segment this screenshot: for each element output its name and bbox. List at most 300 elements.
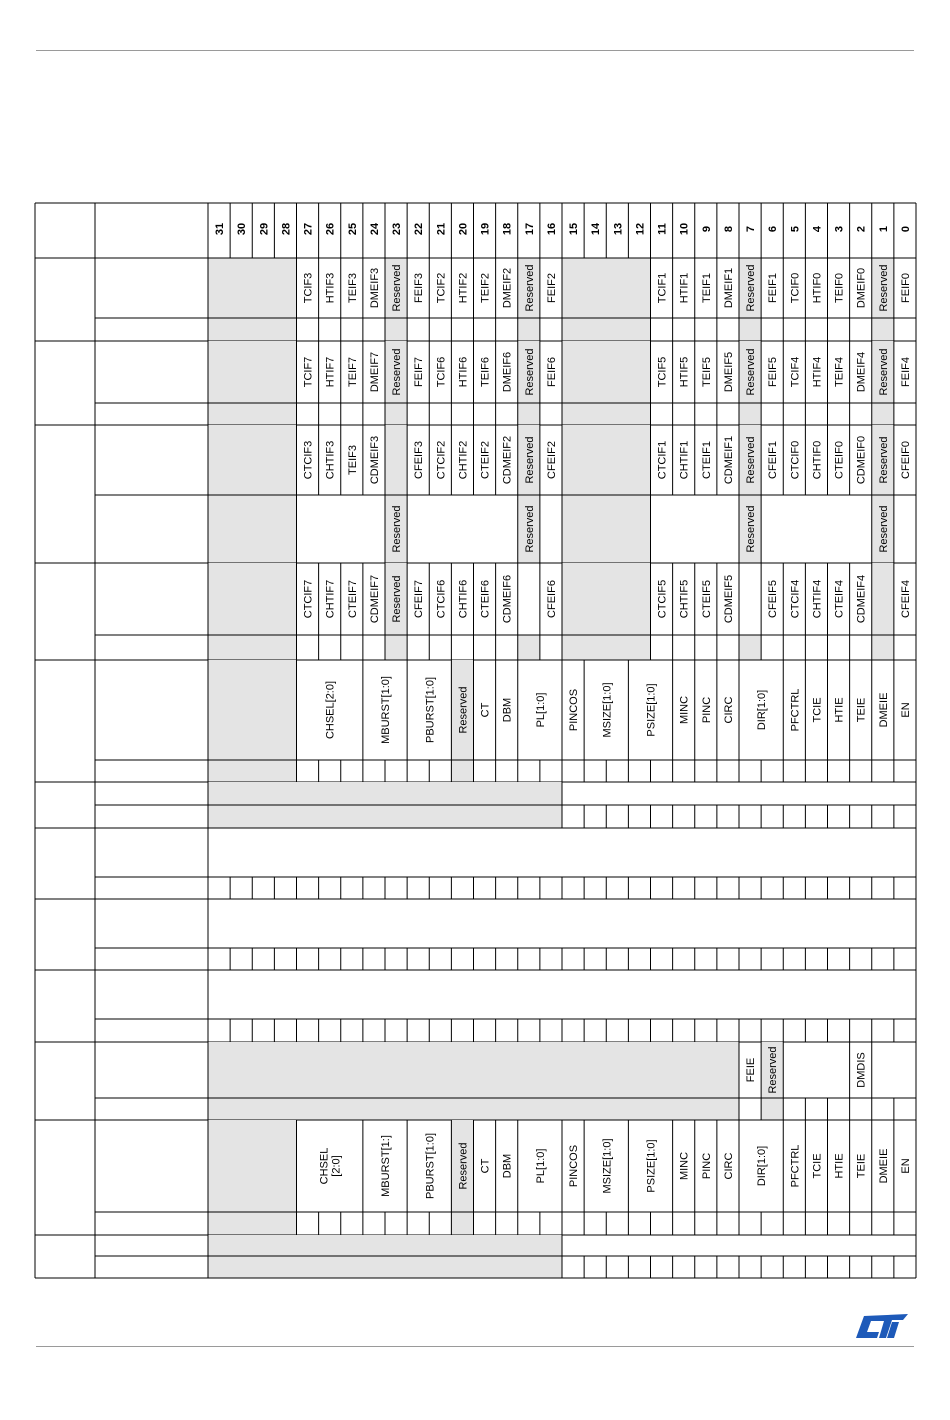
bit-field-line: TCIF3 <box>302 272 315 304</box>
bit-field <box>480 580 492 618</box>
reserved-field <box>872 563 894 635</box>
reserved-reset <box>518 635 540 660</box>
reserved-field <box>208 425 297 495</box>
bit-field <box>745 436 757 483</box>
bit-field-line: DIR[1:0] <box>756 689 769 731</box>
bit-field <box>347 357 359 387</box>
reserved-field <box>562 258 651 318</box>
reserved-field <box>562 425 651 495</box>
bit-field <box>424 1133 436 1199</box>
bit-field <box>679 441 691 480</box>
bit-field <box>856 436 868 484</box>
bit-number-label: 27 <box>302 222 315 236</box>
bit-number <box>878 226 890 232</box>
bit-field <box>535 693 547 728</box>
bit-field-line: CDMEIF1 <box>722 435 735 485</box>
bit-field-line: [2:0] <box>330 1155 343 1177</box>
bit-field <box>413 580 425 618</box>
bit-number-label: 8 <box>722 225 735 233</box>
bit-field <box>900 702 912 717</box>
bit-field <box>789 1145 801 1188</box>
bit-field <box>502 698 514 722</box>
bit-field <box>369 575 381 623</box>
bit-field-line: PINCOS <box>568 688 581 732</box>
bit-field-line: MBURST[1:0] <box>380 676 392 744</box>
reserved-reset <box>562 495 651 563</box>
bit-number <box>236 223 248 235</box>
bit-field <box>878 436 890 483</box>
bit-field-line: PFCTRL <box>789 688 802 732</box>
bit-field <box>524 436 536 483</box>
bit-field-line: FEIF6 <box>545 357 558 387</box>
reserved-reset <box>451 1212 473 1235</box>
bit-number <box>767 226 779 232</box>
bit-field <box>789 689 801 732</box>
bit-field <box>834 1153 846 1178</box>
bit-field <box>413 357 425 387</box>
reserved-field <box>208 1120 297 1212</box>
bit-field-line: CFEIF1 <box>767 441 780 479</box>
bit-field <box>856 268 868 308</box>
bit-field-line: PSIZE[1:0] <box>645 1139 658 1193</box>
bit-field <box>811 1153 823 1178</box>
bit-field-line: Reserved <box>457 1142 470 1190</box>
bit-field-line: DMEIF1 <box>722 267 735 309</box>
bit-field-line: TEIE <box>855 697 868 723</box>
reserved-reset <box>872 318 894 341</box>
bit-field <box>391 348 403 395</box>
bit-field-line: CTEIF7 <box>346 580 359 618</box>
bit-field-line: DMEIF3 <box>368 267 381 309</box>
bit-field-line: DMEIF4 <box>855 351 868 393</box>
bit-field-line: TEIF0 <box>833 273 846 303</box>
bit-field-line: Reserved <box>745 264 758 312</box>
bit-field <box>679 1152 691 1180</box>
bit-field <box>646 1139 658 1192</box>
bit-field-line: TCIF7 <box>302 356 315 388</box>
bit-field-line: Reserved <box>877 436 890 484</box>
bit-field <box>601 682 613 737</box>
bit-field <box>745 264 757 311</box>
bit-number <box>258 223 270 235</box>
bit-number-label: 21 <box>435 222 448 236</box>
bit-field-line: CHTIF6 <box>457 579 470 619</box>
bit-field <box>325 273 337 304</box>
bit-field-line: DMDIS <box>855 1052 868 1088</box>
bit-field-line: PBURST[1:0] <box>424 676 437 744</box>
bit-field-line: HTIE <box>833 697 846 723</box>
bit-field-line: CTCIF5 <box>656 579 669 619</box>
bit-field <box>480 1158 492 1173</box>
bit-field-line: CTEIF0 <box>833 441 846 479</box>
bit-field <box>303 357 315 388</box>
reserved-field <box>208 563 297 635</box>
bit-number <box>612 223 624 235</box>
bit-field <box>657 273 669 304</box>
bit-number-label: 14 <box>590 222 603 236</box>
reserved-field <box>208 782 562 805</box>
bit-field <box>723 575 735 623</box>
bit-field-line: TCIF1 <box>656 272 669 304</box>
reserved-reset <box>208 403 297 425</box>
reserved-reset <box>385 635 407 660</box>
bit-field-line: DBM <box>501 697 514 723</box>
bit-number <box>745 226 757 232</box>
bit-field <box>546 273 558 303</box>
reset-field <box>745 505 757 552</box>
bit-number-label: 19 <box>479 222 492 236</box>
bit-field <box>480 441 492 479</box>
reserved-reset <box>208 1256 562 1278</box>
bit-field <box>789 357 801 388</box>
bit-number <box>480 223 492 235</box>
bit-number <box>413 223 425 235</box>
bit-number-label: 26 <box>324 222 337 236</box>
bit-field-line: HTIF6 <box>457 356 470 388</box>
bit-field <box>369 436 381 484</box>
reset-field-line: Reserved <box>877 505 890 553</box>
bit-field-line: CTCIF1 <box>656 440 669 480</box>
bit-field-line: CDMEIF4 <box>855 574 868 624</box>
bit-field <box>424 677 436 743</box>
bit-number <box>391 223 403 235</box>
bit-field <box>568 689 580 731</box>
reserved-reset <box>518 318 540 341</box>
reserved-reset <box>208 805 562 828</box>
bit-field <box>457 580 469 619</box>
bit-field-line: CDMEIF3 <box>368 435 381 485</box>
bit-field-line: CTCIF4 <box>789 579 802 619</box>
bit-field <box>745 1058 757 1082</box>
bit-field-line: CTEIF4 <box>833 580 846 618</box>
bit-number <box>634 223 646 235</box>
bit-field-line: Reserved <box>391 348 404 396</box>
reserved-field <box>385 425 407 495</box>
bit-field <box>601 1138 613 1193</box>
reset-field-line: Reserved <box>745 505 758 553</box>
bit-field <box>834 441 846 479</box>
bit-field <box>435 441 447 480</box>
bit-field <box>457 357 469 388</box>
bit-field <box>900 580 912 618</box>
bit-field-line: CHTIF0 <box>811 440 824 480</box>
bit-field-line: HTIF0 <box>811 272 824 304</box>
bit-number <box>325 223 337 235</box>
bit-field <box>347 580 359 618</box>
reserved-reset <box>739 403 761 425</box>
bit-field-line: CFEIF6 <box>545 580 558 618</box>
bit-number <box>435 223 447 235</box>
bit-field-line: TCIF4 <box>789 356 802 388</box>
bit-field <box>457 273 469 304</box>
bit-field-line: MINC <box>678 695 691 725</box>
reserved-reset <box>739 318 761 341</box>
bit-number-label: 3 <box>833 225 846 233</box>
bit-field <box>756 690 768 730</box>
bit-field <box>856 352 868 392</box>
reserved-reset <box>208 318 297 341</box>
bit-field <box>325 580 337 619</box>
bit-field-line: DMEIF0 <box>855 267 868 309</box>
bit-field <box>480 357 492 387</box>
reserved-reset <box>208 635 297 660</box>
reserved-field <box>562 341 651 403</box>
bit-field-line: TEIF3 <box>346 445 359 475</box>
bit-field-line: CFEIF5 <box>767 580 780 618</box>
bit-field <box>834 273 846 303</box>
reserved-reset <box>208 1212 297 1235</box>
bit-field-line: Reserved <box>391 575 404 623</box>
bit-number <box>657 223 669 235</box>
bit-field-line: TCIE <box>811 1153 824 1179</box>
bit-field-line: CTEIF1 <box>700 441 713 479</box>
reserved-field <box>208 1042 739 1098</box>
bit-field-line: DIR[1:0] <box>756 1145 769 1187</box>
bit-field <box>811 441 823 480</box>
bit-field-line: TEIF7 <box>346 357 359 387</box>
bit-field-line: HTIF2 <box>457 272 470 304</box>
bit-field <box>435 580 447 619</box>
bit-field-line: Reserved <box>523 348 536 396</box>
bit-field-line: Reserved <box>523 264 536 312</box>
bit-field <box>789 273 801 304</box>
bit-field <box>325 681 337 739</box>
bit-field <box>391 575 403 622</box>
bit-field <box>380 1135 392 1197</box>
bit-field-line: Reserved <box>767 1046 780 1094</box>
bit-field <box>701 1153 713 1179</box>
bit-field-line: EN <box>899 1158 912 1174</box>
bit-field <box>303 273 315 304</box>
st-logo <box>852 1310 912 1342</box>
bit-field-line: Reserved <box>877 264 890 312</box>
bit-field <box>347 273 359 303</box>
bit-field-line: HTIE <box>833 1153 846 1179</box>
bit-field <box>413 441 425 479</box>
bit-number-label: 1 <box>877 225 890 233</box>
bit-number-label: 18 <box>501 222 514 236</box>
bit-field-line: PINCOS <box>568 1144 581 1188</box>
bit-field <box>701 441 713 479</box>
bit-field <box>856 1052 868 1087</box>
bit-field <box>856 698 868 722</box>
reset-field <box>391 505 403 552</box>
bit-field-line: TEIF5 <box>700 357 713 387</box>
bit-field-line: TEIF3 <box>346 273 359 303</box>
bit-field-line: DBM <box>501 1153 514 1179</box>
bit-number <box>834 226 846 232</box>
footer-rule <box>36 1346 914 1347</box>
bit-number <box>723 226 735 232</box>
bit-number-label: 0 <box>899 225 912 233</box>
bit-field-line: HTIF3 <box>324 272 337 304</box>
reserved-field <box>208 660 297 760</box>
bit-field <box>535 1149 547 1184</box>
bit-field-line: CIRC <box>722 696 735 724</box>
bit-field-line: TEIF1 <box>700 273 713 303</box>
bit-number <box>856 226 868 232</box>
bit-field-line: HTIF1 <box>678 272 691 304</box>
bit-field <box>502 575 514 623</box>
reset-field-line: Reserved <box>523 505 536 553</box>
bit-field-line: CTCIF3 <box>302 440 315 480</box>
bit-field-line: CHTIF4 <box>811 579 824 619</box>
bit-field-line: CHTIF2 <box>457 440 470 480</box>
bit-field <box>878 348 890 395</box>
bit-field-line: Reserved <box>391 264 404 312</box>
bit-field <box>723 697 735 724</box>
bit-field-line: TCIF6 <box>435 356 448 388</box>
reserved-reset <box>385 318 407 341</box>
reserved-reset <box>562 635 651 660</box>
bit-field <box>745 348 757 395</box>
bit-field-line: PINC <box>700 1152 713 1180</box>
bit-field-line: CTEIF6 <box>479 580 492 618</box>
bit-field <box>391 264 403 311</box>
reserved-reset <box>208 1098 739 1120</box>
bit-field <box>568 1145 580 1187</box>
bit-number <box>347 223 359 235</box>
bit-field <box>457 686 469 733</box>
bit-field-line: FEIF0 <box>899 273 912 303</box>
bit-field-line: TEIF6 <box>479 357 492 387</box>
bit-number <box>303 223 315 235</box>
bit-field <box>900 1158 912 1173</box>
bit-field <box>723 436 735 484</box>
bit-number-label: 31 <box>214 222 227 236</box>
bit-field <box>319 1148 343 1185</box>
bit-field <box>646 683 658 736</box>
bit-number <box>789 226 801 232</box>
bit-field <box>369 268 381 308</box>
bit-field-line: PL[1:0] <box>534 1148 547 1184</box>
bit-field-line: HTIF5 <box>678 356 691 388</box>
bit-field-line: TCIF2 <box>435 272 448 304</box>
bit-field-line: TEIF2 <box>479 273 492 303</box>
bit-field <box>811 697 823 722</box>
reserved-reset <box>562 403 651 425</box>
reserved-reset <box>739 635 761 660</box>
bit-number <box>524 223 536 235</box>
bit-field-line: CFEIF7 <box>413 580 426 618</box>
bit-field <box>435 273 447 304</box>
bit-field-line: Reserved <box>523 436 536 484</box>
bit-field <box>701 357 713 387</box>
bit-field-line: Reserved <box>877 348 890 396</box>
bit-field-line: CHTIF3 <box>324 440 337 480</box>
bit-field <box>789 580 801 619</box>
bit-number-label: 6 <box>767 225 780 233</box>
bit-number <box>900 226 912 232</box>
bit-number <box>369 222 381 235</box>
bit-field <box>546 357 558 387</box>
bit-field-line: PFCTRL <box>789 1144 802 1188</box>
bit-field <box>701 580 713 618</box>
bit-field-line: EN <box>899 702 912 718</box>
bit-number-label: 7 <box>745 225 758 233</box>
bit-field-line: FEIF4 <box>899 357 912 387</box>
bit-field-line: CHTIF5 <box>678 579 691 619</box>
bit-number <box>811 225 823 232</box>
bit-field <box>767 357 779 387</box>
bit-field <box>811 357 823 388</box>
bit-field-line: TEIE <box>855 1153 868 1179</box>
bit-field <box>767 273 779 303</box>
bit-number-label: 25 <box>346 222 359 236</box>
bit-number <box>701 226 713 232</box>
bit-field <box>679 580 691 619</box>
bit-field-line: CDMEIF2 <box>501 435 514 485</box>
bit-number-label: 10 <box>678 222 691 236</box>
bit-field <box>701 273 713 303</box>
bit-field <box>524 264 536 311</box>
bit-number <box>590 222 602 235</box>
bit-field <box>502 352 514 392</box>
bit-field <box>811 580 823 619</box>
bit-number <box>502 223 514 235</box>
bit-number-label: 11 <box>656 223 669 235</box>
bit-field <box>657 580 669 619</box>
bit-field-line: CHTIF7 <box>324 579 337 619</box>
bit-number-label: 29 <box>258 222 271 236</box>
bit-field <box>767 441 779 479</box>
bit-field-line: TCIF0 <box>789 272 802 304</box>
bit-field <box>789 441 801 480</box>
bit-field <box>900 357 912 387</box>
bit-field <box>723 268 735 308</box>
bit-field-line: FEIF3 <box>413 273 426 303</box>
logo-text: ST <box>852 1310 854 1311</box>
bit-field-line: CFEIF4 <box>899 580 912 618</box>
bit-number-label: 12 <box>634 222 647 236</box>
bit-field-line: TEIF4 <box>833 357 846 387</box>
bit-field-line: MINC <box>678 1151 691 1181</box>
bit-field <box>834 357 846 387</box>
bit-field <box>723 1153 735 1180</box>
bit-number <box>546 223 558 235</box>
bit-field-line: MBURST[1:] <box>380 1135 392 1197</box>
bit-field-line: CHSEL <box>318 1147 331 1185</box>
bit-field-line: CFEIF0 <box>899 441 912 479</box>
bit-field <box>524 348 536 395</box>
bit-field <box>701 697 713 723</box>
reserved-reset <box>761 1098 783 1120</box>
bit-number-label: 13 <box>612 222 625 236</box>
reset-field-line: Reserved <box>391 505 404 553</box>
bit-field-line: PSIZE[1:0] <box>645 683 658 737</box>
reserved-reset <box>562 318 651 341</box>
bit-number <box>679 223 691 235</box>
bit-field-line: MSIZE[1:0] <box>601 1138 614 1194</box>
bit-field-line: DMEIF6 <box>501 351 514 393</box>
bit-field <box>834 580 846 618</box>
bit-field-line: CFEIF3 <box>413 441 426 479</box>
bit-field-line: DMEIF5 <box>722 351 735 393</box>
bit-field-line: CTEIF2 <box>479 441 492 479</box>
bit-number <box>280 223 292 235</box>
reserved-reset <box>385 403 407 425</box>
bit-number-label: 9 <box>700 225 713 233</box>
bit-number-label: 5 <box>789 225 802 233</box>
bit-field <box>878 264 890 311</box>
bit-field-line: CDMEIF0 <box>855 435 868 485</box>
bit-field-line: Reserved <box>457 686 470 734</box>
bit-field-line: FEIE <box>745 1057 758 1083</box>
bit-field <box>325 441 337 480</box>
bit-field <box>679 357 691 388</box>
bit-field <box>546 441 558 479</box>
bit-field <box>834 697 846 722</box>
